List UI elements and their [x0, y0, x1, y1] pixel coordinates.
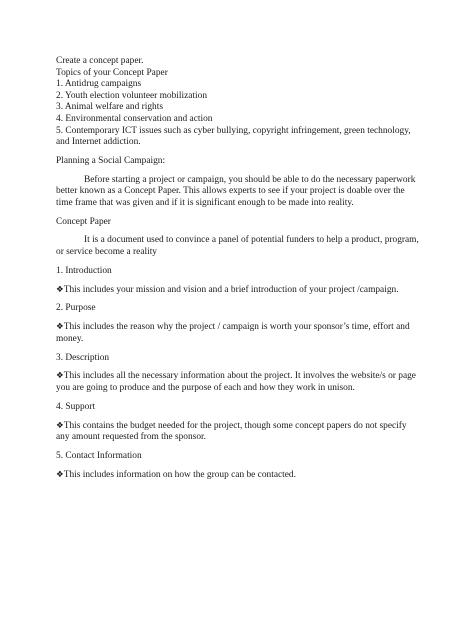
concept-paper-paragraph: [56, 235, 420, 258]
section-heading-contact-information: 5. Contact Information: [56, 450, 142, 461]
section-bullet: [56, 285, 420, 297]
paragraph-line: or service become a reality: [56, 247, 157, 258]
paragraph-line: Before starting a project or campaign, you should be able to do the necessary paperwork: [84, 174, 416, 185]
topic-item: 1. Antidrug campaigns: [56, 79, 142, 90]
topic-item: 2. Youth election volunteer mobilization: [56, 90, 208, 101]
intro-block: [56, 56, 420, 149]
section-bullet: [56, 470, 420, 482]
section-heading-introduction: 1. Introduction: [56, 265, 112, 276]
section-bullet: [56, 421, 420, 444]
diamond-bullet-icon: ❖: [56, 469, 64, 480]
diamond-bullet-icon: ❖: [56, 371, 64, 382]
concept-paper-heading: Concept Paper: [56, 216, 111, 227]
topics-heading: Topics of your Concept Paper: [56, 67, 168, 78]
diamond-bullet-icon: ❖: [56, 322, 64, 333]
bullet-text: This includes all the necessary information about the project. It involves the website/s or page: [63, 371, 416, 382]
section-heading-description: 3. Description: [56, 352, 110, 363]
section-bullet: [56, 322, 420, 345]
social-campaign-heading: Planning a Social Campaign:: [56, 155, 166, 166]
topic-item: 4. Environmental conservation and action: [56, 113, 213, 124]
diamond-bullet-icon: ❖: [56, 284, 64, 295]
topic-item-continuation: and Internet addiction.: [56, 137, 141, 148]
diamond-bullet-icon: ❖: [56, 420, 64, 431]
paragraph-line: It is a document used to convince a panel of potential funders to help a product, program,: [84, 235, 419, 246]
bullet-text: This contains the budget needed for the project, though some concept papers do not specify: [63, 420, 407, 431]
paragraph-line: time frame that was given and if it is significant enough to be made into reality.: [56, 197, 354, 208]
document-title: Create a concept paper.: [56, 56, 144, 66]
section-heading-support: 4. Support: [56, 401, 96, 412]
paragraph-line: better known as a Concept Paper. This allows experts to see if your project is doable over the: [56, 186, 405, 197]
bullet-text: This includes your mission and vision and a brief introduction of your project /campaign.: [63, 284, 399, 295]
topic-item: 3. Animal welfare and rights: [56, 102, 164, 113]
section-heading-purpose: 2. Purpose: [56, 303, 96, 314]
document-body: [56, 56, 420, 481]
topic-item: 5. Contemporary ICT issues such as cyber bullying, copyright infringement, green technology,: [56, 125, 411, 136]
bullet-text: This includes the reason why the project / campaign is worth your sponsor’s time, effort and: [63, 322, 410, 333]
social-campaign-paragraph: [56, 175, 420, 210]
section-bullet: [56, 371, 420, 394]
bullet-text: This includes information on how the group can be contacted.: [63, 469, 296, 480]
bullet-text-continuation: any amount requested from the sponsor.: [56, 432, 206, 443]
bullet-text-continuation: you are going to produce and the purpose of each and how they work in unison.: [56, 382, 355, 393]
bullet-text-continuation: money.: [56, 333, 84, 344]
